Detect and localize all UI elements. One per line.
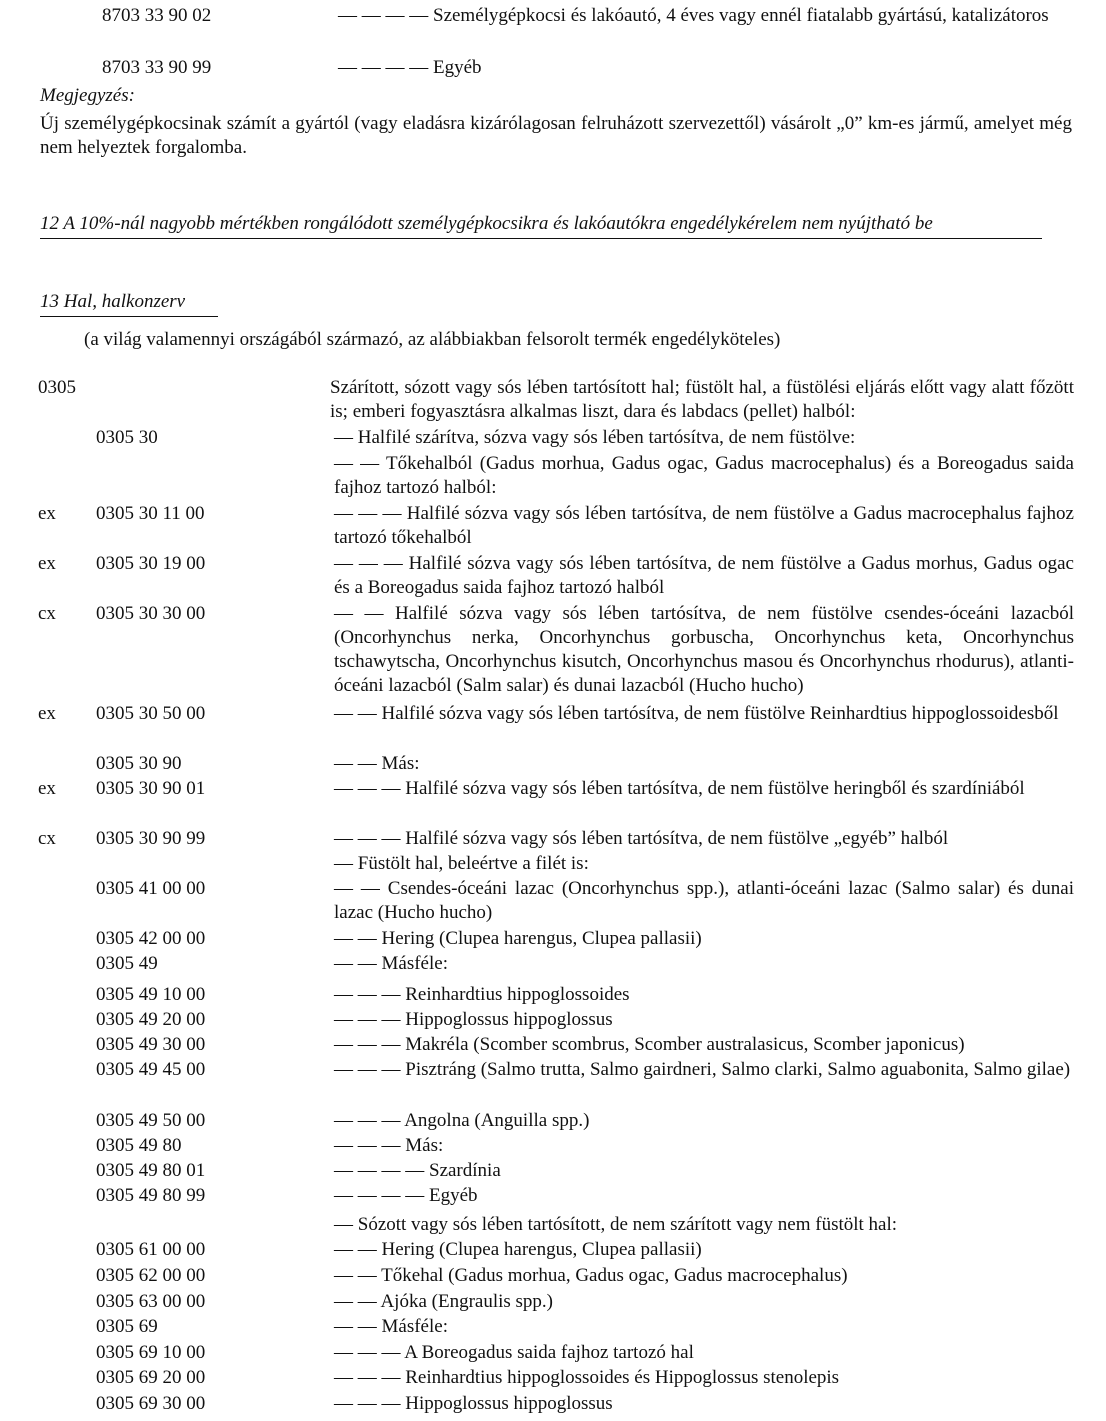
tariff-description: — — — — Egyéb xyxy=(338,57,482,78)
tariff-code: 0305 41 00 00 xyxy=(96,878,206,899)
section-13-underline xyxy=(40,316,218,317)
tariff-code: 0305 30 90 99 xyxy=(96,828,206,849)
tariff-code: 0305 30 50 00 xyxy=(96,703,206,724)
tariff-code: 0305 30 30 00 xyxy=(96,603,206,624)
ex-marker: cx xyxy=(38,603,56,624)
tariff-description: — — — Halfilé sózva vagy sós lében tartósítva, de nem füstölve heringből és szardíniából xyxy=(334,778,1025,799)
ex-marker: ex xyxy=(38,503,56,524)
tariff-description: — — Hering (Clupea harengus, Clupea pallasii) xyxy=(334,928,702,949)
tariff-code: 0305 49 80 99 xyxy=(96,1185,206,1206)
note-title: Megjegyzés: xyxy=(40,85,135,106)
tariff-description: — — — Makréla (Scomber scombrus, Scomber australasicus, Scomber japonicus) xyxy=(334,1034,965,1055)
tariff-code: 0305 30 19 00 xyxy=(96,553,206,574)
tariff-description: — — Halfilé sózva vagy sós lében tartósítva, de nem füstölve csendes-óceáni lazacból (Oncorhynchus nerka, Oncorhynchus gorbuscha, Oncorhynchus keta, Oncorhynchus tschawytscha, Oncorhynchus kisutch, Oncorhynchus masou és Oncorhynchus rhodurus), atlanti-óceáni lazacból (Salm salar) és dunai lazacból (Hucho hucho) xyxy=(334,603,1074,696)
tariff-description: Szárított, sózott vagy sós lében tartósított hal; füstölt hal, a füstölési eljárás előtt vagy alatt főzött is; emberi fogyasztásra alkalmas liszt, dara és labdacs (pellet) halból: xyxy=(330,377,1074,422)
tariff-code: 0305 63 00 00 xyxy=(96,1291,206,1312)
tariff-description: — — — Pisztráng (Salmo trutta, Salmo gairdneri, Salmo clarki, Salmo aguabonita, Salmo gilae) xyxy=(334,1059,1071,1080)
tariff-description: — — — — Egyéb xyxy=(334,1185,478,1206)
tariff-description: — — Csendes-óceáni lazac (Oncorhynchus spp.), atlanti-óceáni lazac (Salmo salar) és dunai lazac (Hucho hucho) xyxy=(334,878,1074,923)
ex-marker: cx xyxy=(38,828,56,849)
section-12-heading: 12 A 10%-nál nagyobb mértékben rongálódott személygépkocsikra és lakóautókra engedélykérelem nem nyújtható be xyxy=(40,213,933,234)
ex-marker: ex xyxy=(38,778,56,799)
tariff-description: — — — Halfilé sózva vagy sós lében tartósítva, de nem füstölve „egyéb” halból xyxy=(334,828,949,849)
tariff-code: 0305 61 00 00 xyxy=(96,1239,206,1260)
tariff-code: 8703 33 90 02 xyxy=(102,5,212,26)
tariff-code: 0305 49 50 00 xyxy=(96,1110,206,1131)
tariff-description: — — Más: xyxy=(334,753,420,774)
tariff-code: 0305 30 90 01 xyxy=(96,778,206,799)
tariff-description: — Halfilé szárítva, sózva vagy sós lében tartósítva, de nem füstölve: xyxy=(334,427,856,448)
ex-marker: ex xyxy=(38,553,56,574)
tariff-description: — — — A Boreogadus saida fajhoz tartozó hal xyxy=(334,1342,694,1363)
heading-code: 0305 xyxy=(38,377,76,398)
tariff-description: — — — Más: xyxy=(334,1135,444,1156)
tariff-code: 0305 49 80 xyxy=(96,1135,182,1156)
tariff-code: 0305 49 45 00 xyxy=(96,1059,206,1080)
tariff-code: 0305 30 11 00 xyxy=(96,503,205,524)
tariff-code: 0305 69 xyxy=(96,1316,158,1337)
tariff-code: 0305 42 00 00 xyxy=(96,928,206,949)
tariff-description: — Füstölt hal, beleértve a filét is: xyxy=(334,853,589,874)
tariff-code: 0305 69 20 00 xyxy=(96,1367,206,1388)
section-13-heading: 13 Hal, halkonzerv xyxy=(40,291,186,312)
tariff-description: — — Ajóka (Engraulis spp.) xyxy=(334,1291,554,1312)
tariff-code: 0305 49 20 00 xyxy=(96,1009,206,1030)
tariff-description: — — — Halfilé sózva vagy sós lében tartósítva, de nem füstölve a Gadus morhus, Gadus ogac és a Boreogadus saida fajhoz tartozó halból xyxy=(334,553,1074,598)
tariff-code: 8703 33 90 99 xyxy=(102,57,212,78)
tariff-code: 0305 69 10 00 xyxy=(96,1342,206,1363)
tariff-description: — — — Hippoglossus hippoglossus xyxy=(334,1009,613,1030)
tariff-code: 0305 69 30 00 xyxy=(96,1393,206,1414)
tariff-code: 0305 49 xyxy=(96,953,158,974)
tariff-description: — — Tőkehal (Gadus morhua, Gadus ogac, Gadus macrocephalus) xyxy=(334,1265,848,1286)
tariff-description: — — Hering (Clupea harengus, Clupea pallasii) xyxy=(334,1239,702,1260)
tariff-code: 0305 62 00 00 xyxy=(96,1265,206,1286)
note-text: Új személygépkocsinak számít a gyártól (vagy eladásra kizárólagosan felruházott szervezettől) vásárolt „0” km-es jármű, amelyet még nem helyeztek forgalomba. xyxy=(40,113,1072,158)
tariff-description: — — Másféle: xyxy=(334,953,448,974)
tariff-description: — — — Reinhardtius hippoglossoides xyxy=(334,984,630,1005)
tariff-description: — — — Hippoglossus hippoglossus xyxy=(334,1393,613,1414)
tariff-code: 0305 30 xyxy=(96,427,158,448)
tariff-description: — — Tőkehalból (Gadus morhua, Gadus ogac, Gadus macrocephalus) és a Boreogadus saida fajhoz tartozó halból: xyxy=(334,453,1074,498)
ex-marker: ex xyxy=(38,703,56,724)
tariff-code: 0305 30 90 xyxy=(96,753,182,774)
tariff-description: — — — — Szardínia xyxy=(334,1160,501,1181)
tariff-code: 0305 49 80 01 xyxy=(96,1160,206,1181)
section-13-intro: (a világ valamennyi országából származó, az alábbiakban felsorolt termék engedélyköteles) xyxy=(84,329,781,350)
tariff-description: — — Halfilé sózva vagy sós lében tartósítva, de nem füstölve Reinhardtius hippoglossoidesből xyxy=(334,703,1059,724)
tariff-description: — Sózott vagy sós lében tartósított, de nem szárított vagy nem füstölt hal: xyxy=(334,1214,898,1235)
tariff-code: 0305 49 10 00 xyxy=(96,984,206,1005)
tariff-code: 0305 49 30 00 xyxy=(96,1034,206,1055)
section-12-underline xyxy=(40,238,1042,239)
tariff-description: — — — — Személygépkocsi és lakóautó, 4 éves vagy ennél fiatalabb gyártású, katalizátoros xyxy=(338,5,1049,26)
tariff-description: — — — Angolna (Anguilla spp.) xyxy=(334,1110,590,1131)
tariff-description: — — Másféle: xyxy=(334,1316,448,1337)
tariff-description: — — — Halfilé sózva vagy sós lében tartósítva, de nem füstölve a Gadus macrocephalus fajhoz tartozó tőkehalból xyxy=(334,503,1074,548)
tariff-description: — — — Reinhardtius hippoglossoides és Hippoglossus stenolepis xyxy=(334,1367,840,1388)
